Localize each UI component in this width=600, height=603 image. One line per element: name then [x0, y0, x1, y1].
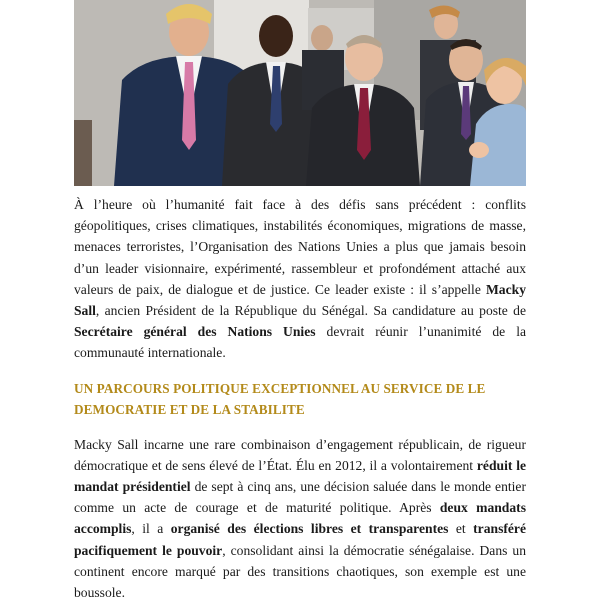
intro-text-2: , ancien Président de la République du Sénégal. Sa candidature au poste de: [95, 303, 526, 319]
section-heading: UN PARCOURS POLITIQUE EXCEPTIONNEL AU SERVICE DE LE DEMOCRATIE ET DE LA STABILITE: [74, 380, 486, 417]
body-text-2: de sept à cinq ans, une décision saluée dans le monde entier comme un acte de courage et de maturité politique. Après: [74, 479, 526, 516]
body-bold-2: deux mandats accomplis: [74, 500, 526, 537]
body-text-5: , consolidant ainsi la démocratie sénégalaise. Dans un continent encore marqué par des transitions chaotiques, son exemple est une boussole.: [74, 542, 526, 601]
intro-paragraph: [74, 194, 526, 364]
body-bold-1: réduit le mandat présidentiel: [74, 457, 527, 495]
article-text: [74, 194, 526, 603]
group-photo-icon: [74, 0, 526, 186]
intro-text-1: À l’heure où l’humanité fait face à des défis sans précédent : conflits géopolitiques, crises climatiques, instabilités économiques, migrations de masse, menaces terroristes, l’Organisation des Nations Unies a plus que jamais besoin d’un leader visionnaire, expérimenté, rassembleur et profondément attaché aux valeurs de paix, de dialogue et de justice. Ce leader existe : il s’appelle: [74, 197, 526, 297]
body-text-4: et: [448, 521, 474, 537]
group-photo: [74, 0, 526, 186]
body-text-3: , il a: [131, 521, 171, 537]
body-bold-4: transféré pacifiquement le pouvoir: [74, 521, 526, 558]
body-bold-3: organisé des élections libres et transparentes: [170, 521, 449, 537]
body-text-1: Macky Sall incarne une rare combinaison d’engagement républicain, de rigueur démocratique et de sens élevé de l’État. Élu en 2012, il a volontairement: [74, 436, 526, 473]
intro-text-3: devrait réunir l’unanimité de la communauté internationale.: [74, 324, 527, 361]
body-paragraph: [74, 434, 526, 603]
intro-bold-name: Macky Sall: [74, 281, 526, 319]
intro-bold-role: Secrétaire général des Nations Unies: [74, 324, 316, 340]
